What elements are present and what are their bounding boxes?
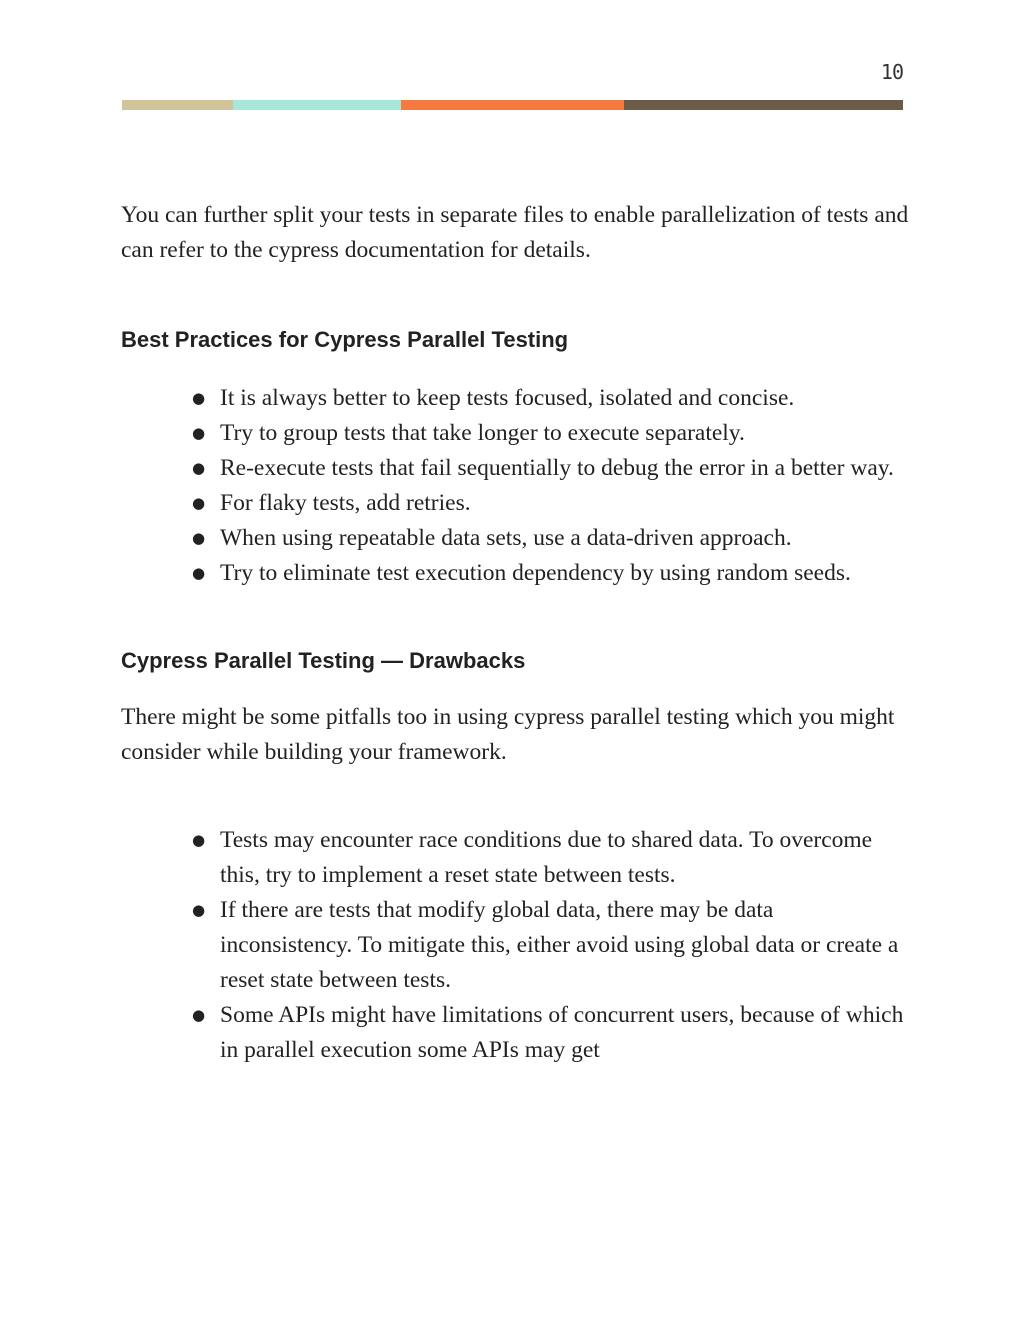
page-number: 10 [880, 60, 903, 84]
bullet-icon: ● [192, 459, 206, 477]
bullet-icon: ● [192, 1006, 206, 1024]
list-item [192, 823, 911, 893]
bullet-icon: ● [192, 529, 206, 547]
list-item-text: Tests may encounter race conditions due to shared data. To overcome this, try to implement a reset state between tests. [220, 827, 873, 888]
list-item-text: Some APIs might have limitations of concurrent users, because of which in parallel execution some APIs may get [220, 1002, 904, 1063]
list-item-text: If there are tests that modify global data, there may be data inconsistency. To mitigate this, either avoid using global data or create a reset state between tests. [220, 897, 899, 993]
list-item [192, 556, 911, 591]
page-content [121, 198, 911, 1068]
list-item-text: When using repeatable data sets, use a data-driven approach. [220, 525, 792, 551]
best-practices-heading: Best Practices for Cypress Parallel Testing [121, 327, 569, 352]
list-item [192, 998, 911, 1068]
bullet-icon: ● [192, 831, 206, 849]
color-bar-segment-tan [122, 100, 233, 110]
list-item-text: For flaky tests, add retries. [220, 490, 471, 516]
color-bar-segment-orange [401, 100, 624, 110]
list-item [192, 416, 911, 451]
intro-paragraph: You can further split your tests in separate files to enable parallelization of tests and can refer to the cypress documentation for details. [121, 202, 909, 263]
list-item-text: Try to eliminate test execution dependency by using random seeds. [220, 560, 851, 586]
drawbacks-heading: Cypress Parallel Testing — Drawbacks [121, 648, 526, 673]
list-item [192, 521, 911, 556]
bullet-icon: ● [192, 901, 206, 919]
bullet-icon: ● [192, 424, 206, 442]
list-item-text: It is always better to keep tests focused, isolated and concise. [220, 385, 795, 411]
drawbacks-intro-paragraph: There might be some pitfalls too in using cypress parallel testing which you might consider while building your framework. [121, 704, 895, 765]
list-item [192, 451, 911, 486]
list-item [192, 486, 911, 521]
bullet-icon: ● [192, 494, 206, 512]
header-color-bar [122, 100, 903, 110]
best-practices-list [121, 381, 911, 591]
drawbacks-list [121, 823, 911, 1068]
list-item-text: Try to group tests that take longer to execute separately. [220, 420, 745, 446]
list-item-text: Re-execute tests that fail sequentially to debug the error in a better way. [220, 455, 894, 481]
color-bar-segment-aqua [233, 100, 401, 110]
bullet-icon: ● [192, 389, 206, 407]
bullet-icon: ● [192, 564, 206, 582]
list-item [192, 381, 911, 416]
color-bar-segment-brown [624, 100, 903, 110]
list-item [192, 893, 911, 998]
